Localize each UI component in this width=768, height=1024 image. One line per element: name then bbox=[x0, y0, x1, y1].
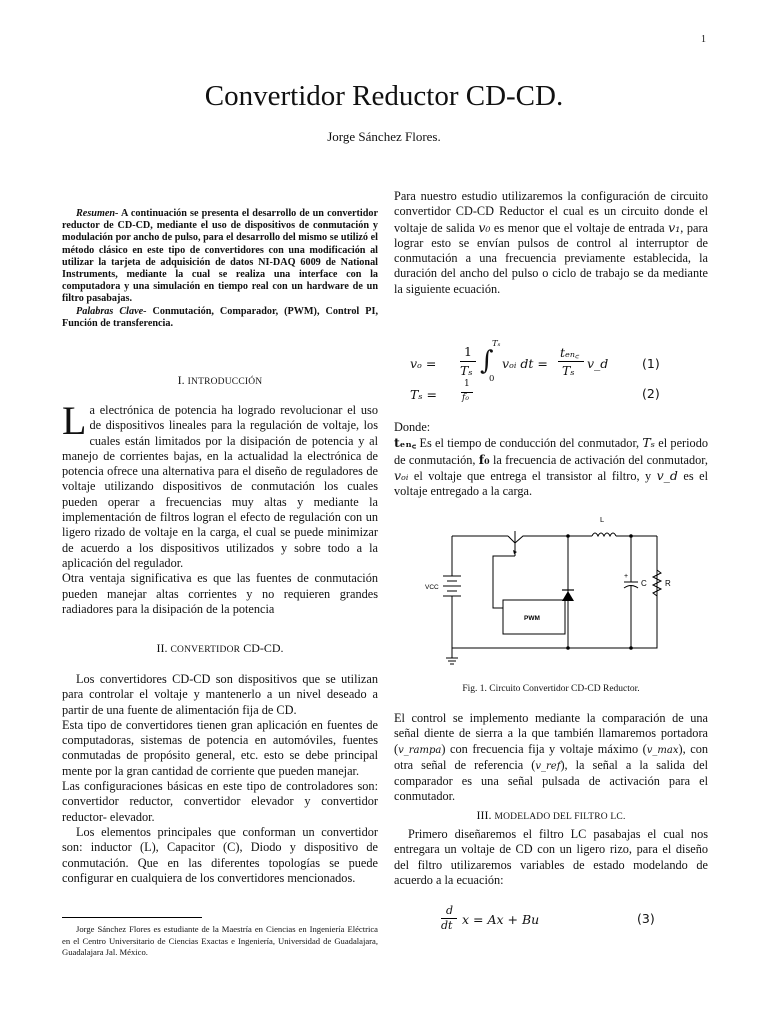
control-paragraph bbox=[394, 711, 708, 805]
ground-symbol bbox=[446, 648, 458, 664]
symbol-v0: v₀ bbox=[478, 219, 491, 235]
symbol-vrampa: v_rampa bbox=[398, 744, 442, 756]
paper-title: Convertidor Reductor CD-CD. bbox=[204, 80, 564, 112]
lc-filter-paragraph: Primero diseñaremos el filtro LC pasabajas el cual nos entregara un voltaje de CD con un ligero rizo, para el diseño del filtro utilizaremos variables de estado modelando de acuerdo a la ecuación: bbox=[394, 827, 708, 887]
eq3-dt: dt bbox=[441, 919, 453, 932]
eq1-fraction-bar-2 bbox=[558, 361, 584, 362]
inductor-symbol bbox=[592, 533, 616, 536]
equation-2 bbox=[410, 379, 710, 412]
symbol-tenc: tₑₙ꜀ bbox=[394, 435, 417, 451]
eq1-fraction-bar bbox=[460, 361, 476, 362]
section-heading-converter bbox=[62, 641, 378, 656]
figure-caption: Fig. 1. Circuito Convertidor CD-CD Reductor. bbox=[462, 684, 640, 694]
eq1-denominator-2: Tₛ bbox=[562, 363, 575, 378]
text: ) con frecuencia fija y voltaje máximo ( bbox=[441, 741, 647, 756]
definitions bbox=[394, 420, 708, 499]
text: , para lograr esto se envían pulsos de control al interruptor de conmutación a una frecuencia previamente establecida, la duración del ancho del pulso o ciclo de trabajo se da mediante la siguiente ecuación. bbox=[394, 220, 708, 296]
converter-paragraph-1: Los convertidores CD-CD son dispositivos que se utilizan para controlar el voltaje y mantenerlo a un nivel deseado a partir de una fuente de alimentación fija de CD. bbox=[62, 672, 378, 717]
eq1-tenc: tₑₙ꜀ bbox=[560, 345, 580, 360]
abstract-text: A continuación se presenta el desarrollo de un convertidor reductor de CD-CD, mediante el uso de dispositivos de conmutación y modulación por ancho de pulso, para el desarrollo del mismo se utilizó el método clásico en este tipo de convertidores con una modificación al utilizar la tarjeta de adquisición de datos NI-DAQ 6009 de National Instruments, mediante la cual se realiza una interface con la computadora y una simulación en tiempo real con un hardware de un filtro pasabajas. bbox=[62, 208, 378, 305]
eq1-number: (1) bbox=[642, 356, 660, 371]
converter-paragraph-2: Esta tipo de convertidores tienen gran aplicación en fuentes de computadoras, sistemas de potencia en automóviles, fuentes conmutadas de propósito general, etc. esto se debe principal mente por la gran cantidad de corriente que pueden manejar. bbox=[62, 717, 378, 778]
symbol-f0: f₀ bbox=[478, 451, 490, 467]
eq1-upper-limit: Tₛ bbox=[492, 339, 501, 349]
symbol-vmax: v_max bbox=[646, 744, 679, 756]
eq1-integrand: vₒᵢ dt = bbox=[502, 356, 548, 371]
vcc-label: VCC bbox=[425, 584, 439, 591]
text: ), con otra señal de referencia ( bbox=[394, 741, 708, 772]
symbol-v1: v₁ bbox=[668, 219, 681, 235]
footnote: Jorge Sánchez Flores es estudiante de la Maestría en Ciencias en Ingeniería Eléctrica en el Centro Universitario de Ciencias Exactas e Ingeniería, Universidad de Guadalajara, Guadalajara Jal. México. bbox=[62, 924, 378, 957]
junction-dot bbox=[629, 534, 633, 538]
capacitor-symbol bbox=[624, 536, 638, 648]
symbol-voi: vₒᵢ bbox=[394, 467, 409, 483]
text: es menor que el voltaje de entrada bbox=[490, 220, 669, 235]
capacitor-label: C bbox=[641, 579, 647, 588]
introduction-body bbox=[62, 398, 378, 617]
eq1-numerator: 1 bbox=[464, 344, 472, 359]
section-number: II. bbox=[156, 641, 168, 655]
author-name: Jorge Sánchez Flores. bbox=[327, 129, 441, 144]
inductor-label: L bbox=[600, 515, 605, 524]
text: el periodo de conmutación, bbox=[394, 436, 708, 467]
section-title: INTRODUCCIÓN bbox=[187, 377, 263, 387]
footnote-rule bbox=[62, 917, 202, 918]
eq3-d: d bbox=[446, 904, 454, 917]
symbol-vd: v_d bbox=[656, 467, 678, 483]
text: Para nuestro estudio utilizaremos la configuración de circuito convertidor CD-CD Reductor el cual es un circuito donde el voltaje de salida bbox=[394, 189, 708, 235]
section-heading-lc-filter bbox=[394, 808, 708, 823]
eq3-number: (3) bbox=[637, 911, 655, 926]
text: ), la señal a la salida del comparador es una señal pulsada de activación para el conmutador. bbox=[394, 757, 708, 804]
junction-dot bbox=[566, 534, 570, 538]
page-number: 1 bbox=[701, 34, 706, 45]
text: la frecuencia de activación del conmutador, bbox=[489, 452, 708, 467]
eq1-denominator: Tₛ bbox=[460, 363, 473, 378]
symbol-ts: Tₛ bbox=[642, 435, 655, 451]
resistor-label: R bbox=[665, 579, 671, 588]
section-title-suffix: CD-CD. bbox=[243, 641, 284, 655]
text: el voltaje que entrega el transistor al filtro, y bbox=[408, 468, 657, 483]
section-heading-introduction bbox=[62, 373, 378, 388]
integral-sign: ∫ bbox=[480, 346, 494, 376]
junction-dot bbox=[566, 646, 570, 650]
section-title: CONVERTIDOR bbox=[170, 645, 241, 655]
abstract-label: Resumen- bbox=[76, 208, 119, 219]
eq2-lhs: Tₛ = bbox=[410, 387, 437, 402]
drop-cap: L bbox=[62, 398, 87, 443]
eq1-lhs: vₒ = bbox=[410, 356, 437, 371]
dc-source-symbol bbox=[443, 576, 461, 596]
intro-paragraph-2: Otra ventaja significativa es que las fuentes de conmutación pueden manejar altas corrientes y no requieren grandes radiadores para la disipación de la potencia bbox=[62, 571, 378, 616]
eq2-numerator: 1 bbox=[464, 379, 470, 389]
donde-label: Donde: bbox=[394, 420, 431, 434]
text: es el voltaje entregado a la carga. bbox=[394, 468, 708, 499]
transistor-symbol bbox=[508, 531, 568, 556]
capacitor-plus-sign: + bbox=[624, 573, 629, 580]
converter-body bbox=[62, 672, 378, 886]
converter-paragraph-4: Los elementos principales que conforman un convertidor son: inductor (L), Capacitor (C), Diodo y dispositivo de conmutación. Que en las diferentes topologías se puede configurar en cualquiera de los convertidores mencionados. bbox=[62, 824, 378, 885]
keywords-label: Palabras Clave- bbox=[76, 305, 147, 317]
abstract bbox=[62, 208, 378, 330]
converter-paragraph-3: Las configuraciones básicas en este tipo de controladores son: convertidor reductor, convertidor elevador y convertidor reductor- elevador. bbox=[62, 779, 378, 824]
pwm-label: PWM bbox=[524, 615, 540, 622]
eq1-vd: v_d bbox=[587, 356, 609, 371]
diode-symbol bbox=[562, 590, 574, 601]
symbol-vref: v_ref bbox=[535, 760, 561, 772]
eq1-lower-limit: 0 bbox=[489, 374, 495, 384]
section-title: MODELADO DEL FILTRO LC. bbox=[494, 812, 626, 822]
buck-converter-circuit-diagram bbox=[425, 508, 695, 668]
right-paragraph-1 bbox=[394, 189, 708, 297]
intro-paragraph-1: a electrónica de potencia ha logrado revolucionar el uso de dispositivos lineales para la regulación de voltaje, los cuales están limitados por la disipación de potencia y al manejo de corrientes bajas, en la actualidad la electrónica de potencia ofrece una alternativa para el diseño de reguladores de voltaje utilizando dispositivos de conmutación los cuales pueden operar a frecuencias muy altas y mediante la implementación de filtros logran el efecto de regulación con un ligero rizado de voltaje en la carga, el cual se puede minimizar de acuerdo a los dispositivos utilizados y sobre todo a la aplicación del regulador. bbox=[62, 403, 378, 570]
eq2-denominator: f₀ bbox=[462, 393, 469, 403]
junction-dot bbox=[629, 646, 633, 650]
section-number: III. bbox=[476, 808, 492, 822]
keywords-text: Conmutación, Comparador, (PWM), Control PI, Función de transferencia. bbox=[62, 305, 378, 329]
wire-ground-return bbox=[452, 536, 657, 648]
text: El control se implemento mediante la comparación de una señal diente de sierra a la que también llamaremos portadora ( bbox=[394, 711, 708, 756]
text: Es el tiempo de conducción del conmutador, bbox=[416, 436, 643, 451]
section-number: I. bbox=[177, 373, 185, 387]
eq3-rhs: x = Ax + Bu bbox=[462, 912, 540, 927]
eq2-number: (2) bbox=[642, 386, 660, 401]
equation-3 bbox=[440, 904, 710, 940]
